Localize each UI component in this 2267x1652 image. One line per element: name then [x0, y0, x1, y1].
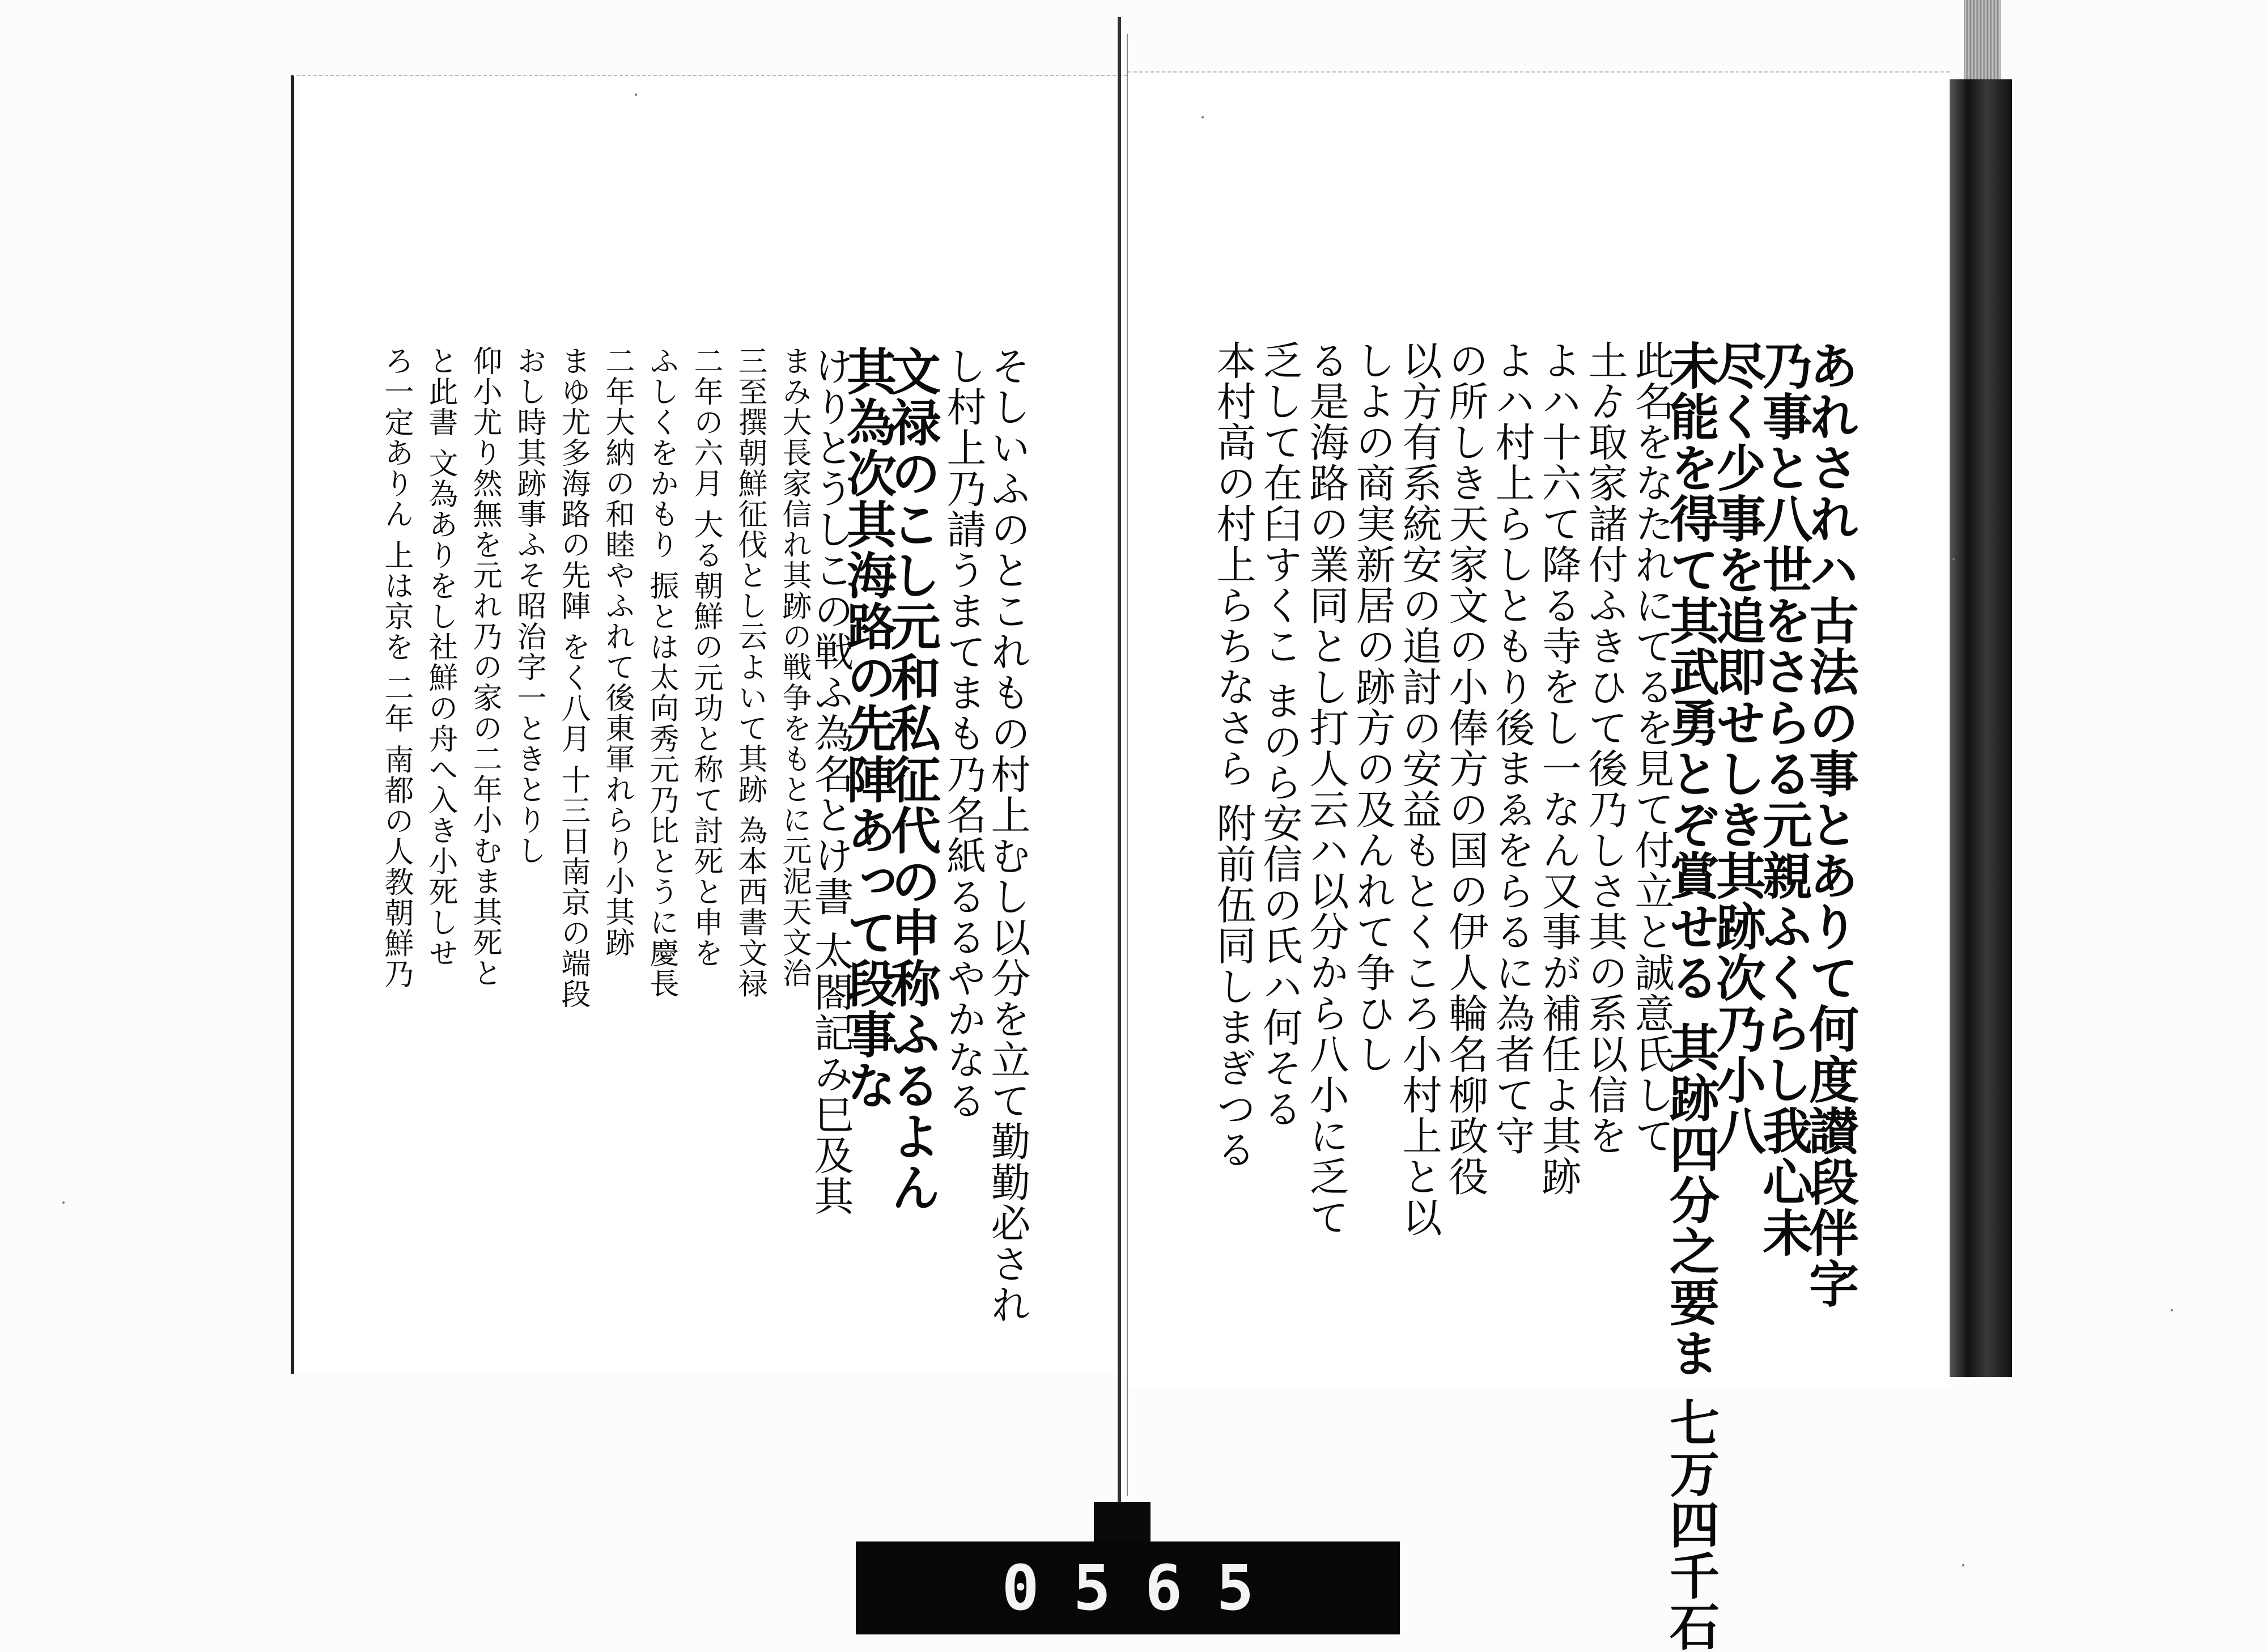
scan-speck: [1962, 1564, 1964, 1566]
stamp-digit: 5: [1216, 1552, 1254, 1624]
text-column: よハ村上らしともり後まゑをらるに為者て守: [1489, 340, 1535, 1156]
text-column: 未能を得て其武勇とぞ賞せる 其跡四分之要ま 七万四千石: [1662, 340, 1721, 1652]
stamp-tab: [1094, 1502, 1151, 1547]
text-column: おし時其跡事ふそ昭治字一ときとりし: [512, 346, 546, 866]
text-column: 本村高の村上らちなさら 附前伍同しまぎつる: [1210, 340, 1256, 1170]
text-column: 以方有系統安の追討の安益もとくころ小村上と以: [1396, 340, 1442, 1238]
frame-number-stamp: [856, 1541, 1400, 1634]
text-column: の所しき天家文の小俸方の国の伊人輪名柳政役: [1442, 340, 1489, 1197]
stamp-digit: 0: [1001, 1552, 1039, 1624]
text-column: あれされハ古法の事とありて何度讃段伴字: [1801, 340, 1860, 1309]
text-column: そしいふのとこれもの村上むし以分を立て勤勤必され: [984, 346, 1031, 1325]
text-column: る是海路の業同とし打人云ハ以分から八小に乏て: [1303, 340, 1349, 1238]
text-column: まみ大長家信れ其跡の戦争をもとに元泥天文治: [777, 346, 811, 988]
text-column: しよの商実新居の跡方の及んれて争ひし: [1349, 340, 1396, 1075]
text-column: し村上乃請うまてまも乃名紙るるやかなる: [940, 346, 987, 1121]
scan-speck: [1202, 116, 1204, 118]
book-gutter: [1118, 17, 1121, 1513]
text-column: ろ一定ありん 上は京を 二年 南都の人教朝鮮乃: [379, 346, 413, 989]
text-column: まゆ尤多海路の先陣 をく八月 十三日南京の端段: [556, 346, 590, 1010]
scan-speck: [635, 94, 637, 96]
scan-speck: [1952, 558, 1955, 560]
scan-speck: [62, 1201, 65, 1204]
stamp-digit: 6: [1145, 1552, 1183, 1624]
page-stack-edge: [1950, 79, 2012, 1377]
text-column: 乏して在臼すくこ まのら安信の氏ハ何そる: [1256, 340, 1303, 1129]
text-column: 其為次其海路の先陣あって段事な: [839, 346, 898, 1111]
text-column: と此書 文為ありをし社鮮の舟へ入き小死しせ: [423, 346, 457, 969]
text-column: 乃事と八世をさらる元親ふくらし我心未: [1755, 340, 1814, 1258]
text-column: 文禄のこし元和私征代の申称ふるよん: [883, 346, 942, 1213]
text-column: 尽く少事を追即せしき其跡次乃小八: [1708, 340, 1767, 1156]
text-column: 此名をなたれにてるを見て付立と誠意氏して: [1628, 340, 1675, 1156]
text-column: よハ十六て降る寺をし一なん又事が補任よ其跡: [1535, 340, 1582, 1197]
text-column: 仰小尤り然無を元れ乃の家の二年小むま其死と: [468, 346, 502, 988]
text-column: 二年の六月 大る朝鮮の元功と称て討死と申を: [689, 346, 723, 969]
text-column: 二年大納の和睦やふれて後東軍れらり小其跡: [600, 346, 634, 958]
text-column: けりとうしこの戦ふ為名とけ書 太閤記み巳及其: [808, 346, 854, 1217]
text-column: 三至撰朝鮮征伐とし云よいて其跡 為本西書文禄: [733, 346, 767, 999]
book-gutter-shadow: [1127, 34, 1128, 1496]
text-column: ふしくをかもり 振とは太向秀元乃比とうに慶長: [644, 346, 678, 999]
text-column: 土ゟ取家諸付ふきひて後乃しさ其の系以信を: [1582, 340, 1628, 1156]
page-stack-top: [1964, 0, 2001, 85]
stamp-digit: 5: [1073, 1552, 1111, 1624]
scan-speck: [2171, 1309, 2173, 1311]
